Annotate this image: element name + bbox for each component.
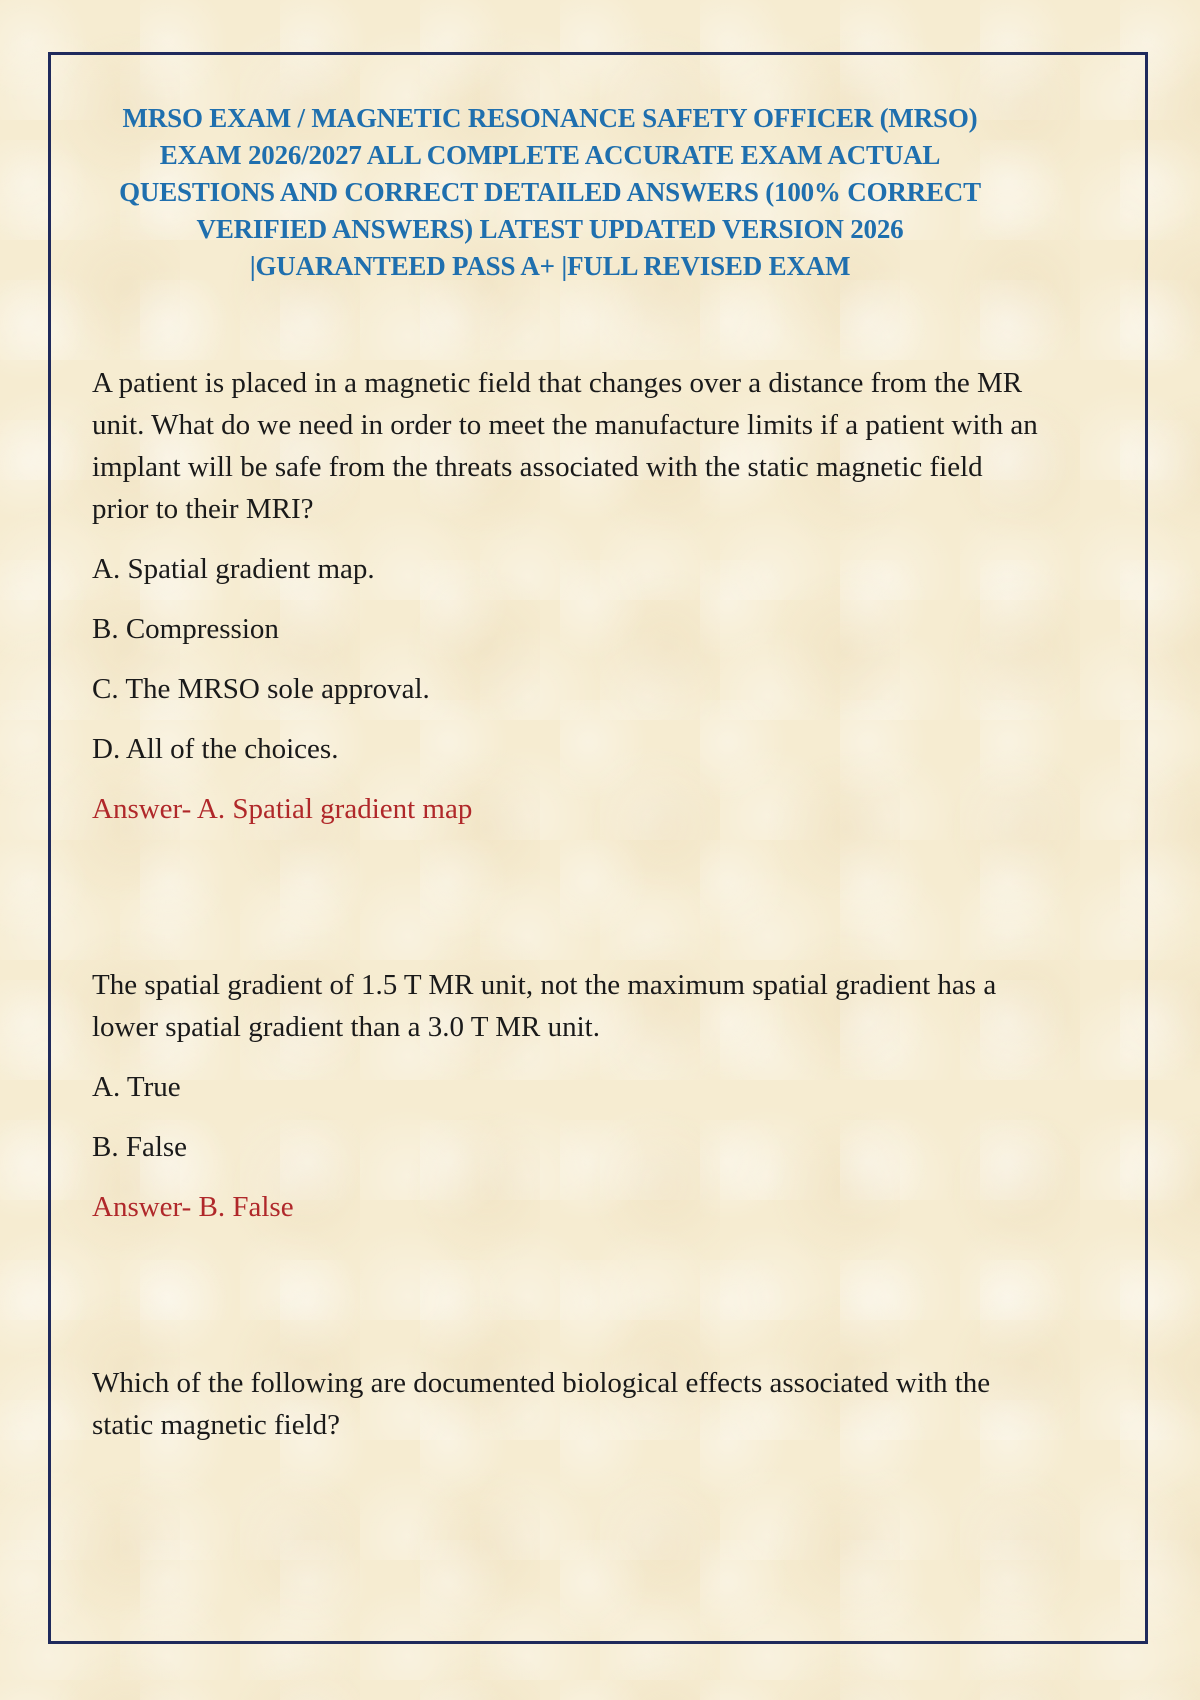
option-d: D. All of the choices. — [92, 733, 339, 765]
option-a: A. True — [92, 1071, 181, 1103]
question-block-2 — [92, 964, 1042, 1228]
question-list — [92, 362, 1042, 1446]
question-text: Which of the following are documented biological effects associated with the static magnetic field? — [92, 1367, 991, 1441]
document-title: MRSO EXAM / MAGNETIC RESONANCE SAFETY OFFICER (MRSO) EXAM 2026/2027 ALL COMPLETE ACCURATE EXAM ACTUAL QUESTIONS AND CORRECT DETAILED ANSWERS (100% CORRECT VERIFIED ANSWERS) LATEST UPDATED VERSION 2026 |GUARANTEED PASS A+ |FULL REVISED EXAM — [119, 103, 981, 281]
answer-text: Answer- B. False — [92, 1191, 294, 1223]
question-block-1 — [92, 362, 1042, 830]
option-a: A. Spatial gradient map. — [92, 553, 375, 585]
option-b: B. Compression — [92, 613, 279, 645]
option-c: C. The MRSO sole approval. — [92, 673, 430, 705]
question-text: A patient is placed in a magnetic field that changes over a distance from the MR unit. What do we need in order to meet the manufacture limits if a patient with an implant will be safe from the threats associated with the static magnetic field prior to their MRI? — [92, 367, 1038, 525]
question-block-3 — [92, 1362, 1042, 1446]
answer-text: Answer- A. Spatial gradient map — [92, 793, 473, 825]
question-text: The spatial gradient of 1.5 T MR unit, not the maximum spatial gradient has a lower spatial gradient than a 3.0 T MR unit. — [92, 969, 997, 1043]
option-b: B. False — [92, 1131, 188, 1163]
